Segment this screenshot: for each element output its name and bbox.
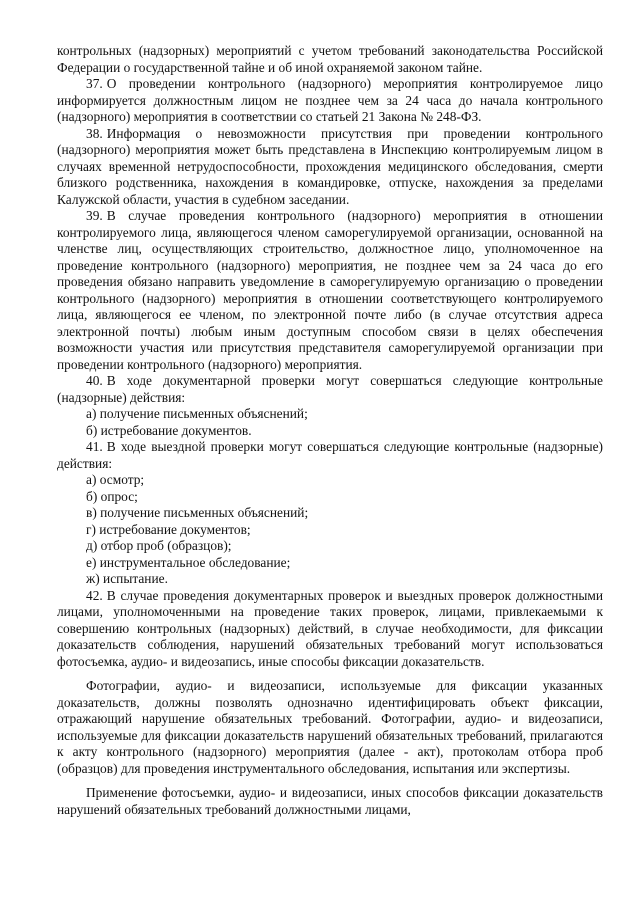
paragraph-number: 38.: [86, 125, 103, 141]
paragraph-number: 41.: [86, 439, 103, 454]
paragraph-40: 40. В ходе документарной проверки могут совершаться следующие контрольные (надзорные) действия:: [57, 373, 603, 405]
document-page: [57, 43, 603, 818]
paragraph-number: 37.: [86, 76, 103, 91]
paragraph-42: 42. В случае проведения документарных проверок и выездных проверок должностными лицами, уполномоченными на проведение таких проверок, лицами, привлекаемыми к совершению контрольных (надзорных) действий, в случае необходимости, для фиксации доказательств соблюдения, нарушений обязательных требований могут использоваться фотосъемка, аудио- и видеозапись, иные способы фиксации доказательств.: [57, 587, 603, 669]
paragraph-number: 39.: [86, 208, 103, 223]
paragraph-number: 42.: [86, 587, 103, 603]
paragraph-37: 37. О проведении контрольного (надзорного) мероприятия контролируемое лицо информируется должностным лицом не позднее чем за 24 часа до начала контрольного (надзорного) мероприятия в соответствии со статьей 21 Закона № 248-ФЗ.: [57, 76, 603, 124]
paragraph-41: 41. В ходе выездной проверки могут совершаться следующие контрольные (надзорные) действия:: [57, 439, 603, 471]
list-item: е) инструментальное обследование;: [86, 554, 291, 570]
list-item: ж) испытание.: [86, 571, 168, 586]
list-item: а) осмотр;: [86, 472, 145, 487]
paragraph-number: 40.: [86, 373, 103, 388]
list-item: б) истребование документов.: [86, 422, 252, 438]
paragraph-recording-use: Применение фотосъемки, аудио- и видеозаписи, иных способов фиксации доказательств нарушений обязательных требований должностными лицами,: [57, 785, 603, 817]
list-item: а) получение письменных объяснений;: [86, 406, 308, 421]
paragraph-continuation: контрольных (надзорных) мероприятий с учетом требований законодательства Российской Федерации о государственной тайне и об иной охраняемой законом тайне.: [57, 43, 603, 75]
list-item: д) отбор проб (образцов);: [86, 538, 232, 553]
list-item: г) истребование документов;: [86, 521, 251, 537]
paragraph-39: 39. В случае проведения контрольного (надзорного) мероприятия в отношении контролируемого лица, являющегося членом саморегулируемой организации, основанной на членстве лиц, осуществляющих строительство, должностное лицо, уполномоченное на проведение контрольного (надзорного) мероприятия, не позднее чем за 24 часа до его проведения обязано направить уведомление в саморегулируемую организацию о проведении контрольного (надзорного) мероприятия в отношении соответствующего контролируемого лица, являющегося ее членом, по электронной почте либо (в случае отсутствия адреса электронной почты) любым иным доступным способом связи в целях обеспечения возможности участия или присутствия представителя саморегулируемой организации при проведении контрольного (надзорного) мероприятия.: [57, 208, 603, 372]
list-item: в) получение письменных объяснений;: [86, 505, 309, 520]
list-item: б) опрос;: [86, 488, 138, 504]
paragraph-38: 38. Информация о невозможности присутствия при проведении контрольного (надзорного) мероприятия может быть представлена в Инспекцию контролируемым лицом в случаях временной нетрудоспособности, прохождения медицинского обследования, смерти близкого родственника, нахождения в командировке, отпуске, нахождения за пределами Калужской области, участия в судебном заседании.: [57, 125, 603, 207]
paragraph-photo-evidence: Фотографии, аудио- и видеозаписи, используемые для фиксации указанных доказательств, должны позволять однозначно идентифицировать объект фиксации, отражающий нарушение обязательных требований. Фотографии, аудио- и видеозаписи, используемые для фиксации доказательств нарушений обязательных требований, прилагаются к акту контрольного (надзорного) мероприятия (далее - акт), протоколам отбора проб (образцов) для проведения инструментального обследования, испытания или экспертизы.: [57, 678, 603, 776]
